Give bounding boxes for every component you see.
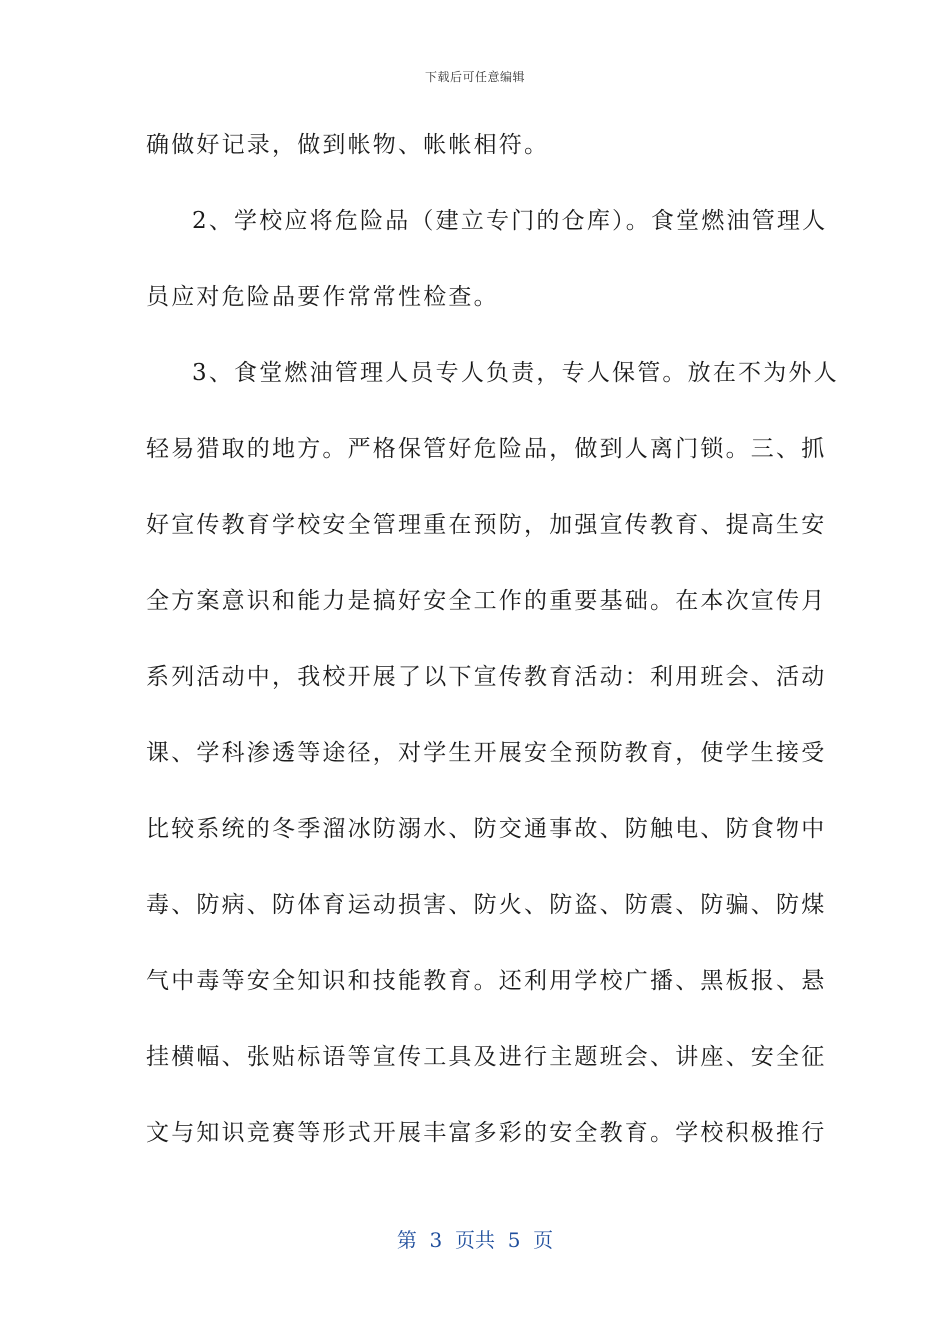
body-line: 3、食堂燃油管理人员专人负责，专人保管。放在不为外人	[192, 360, 839, 386]
body-line: 全方案意识和能力是搞好安全工作的重要基础。在本次宣传月	[146, 588, 827, 614]
body-line: 轻易猎取的地方。严格保管好危险品，做到人离门锁。三、抓	[146, 436, 827, 462]
document-body	[146, 120, 839, 1184]
page-number-footer: 第 3 页共 5 页	[396, 1228, 554, 1252]
body-line: 毒、防病、防体育运动损害、防火、防盗、防震、防骗、防煤	[146, 892, 827, 918]
body-line: 比较系统的冬季溜冰防溺水、防交通事故、防触电、防食物中	[146, 816, 827, 842]
body-line: 好宣传教育学校安全管理重在预防，加强宣传教育、提高生安	[146, 512, 827, 538]
page-header-note: 下载后可任意编辑	[424, 70, 525, 84]
body-line: 2、学校应将危险品（建立专门的仓库）。食堂燃油管理人	[192, 208, 828, 234]
body-line: 系列活动中，我校开展了以下宣传教育活动：利用班会、活动	[146, 664, 827, 690]
body-line: 气中毒等安全知识和技能教育。还利用学校广播、黑板报、悬	[146, 968, 827, 994]
body-line: 员应对危险品要作常常性检查。	[146, 284, 499, 310]
body-line: 文与知识竞赛等形式开展丰富多彩的安全教育。学校积极推行	[146, 1120, 827, 1146]
body-line: 确做好记录，做到帐物、帐帐相符。	[146, 132, 550, 158]
body-line: 挂横幅、张贴标语等宣传工具及进行主题班会、讲座、安全征	[146, 1044, 827, 1070]
body-line: 课、学科渗透等途径，对学生开展安全预防教育，使学生接受	[146, 740, 827, 766]
